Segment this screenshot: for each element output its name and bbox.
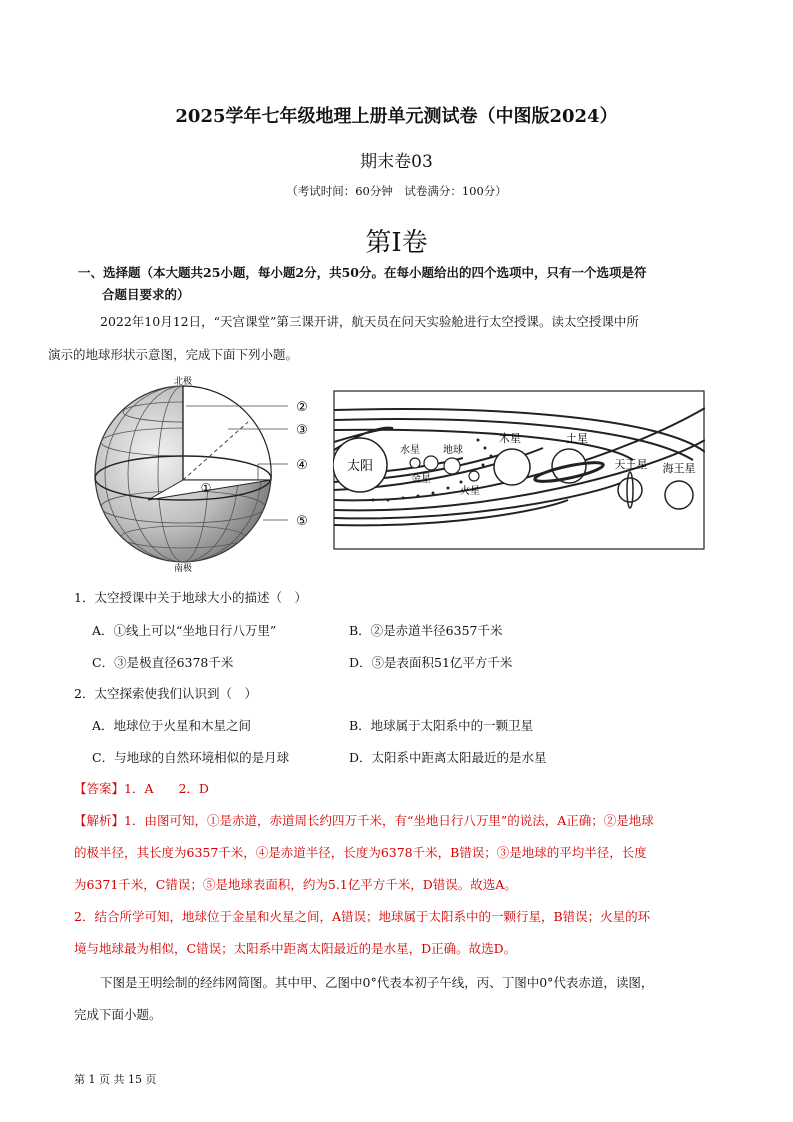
question-1-option-c[interactable]: C．③是极直径6378千米 [92,655,234,670]
intro2-line1: 下图是王明绘制的经纬网简图。其中甲、乙图中0°代表本初子午线，丙、丁图中0°代表赤道，读图， [100,975,654,990]
venus-label: 金星 [411,474,431,485]
intro2-line2: 完成下面小题。 [74,1007,162,1022]
question-2-option-b[interactable]: B．地球属于太阳系中的一颗卫星 [349,718,534,733]
exam-info: （考试时间：60分钟 试卷满分：100分） [286,184,507,198]
saturn-label: 土星 [566,432,588,445]
analysis-p1-line1: 【解析】1．由图可知，①是赤道，赤道周长约四万千米，有“坐地日行八万里”的说法，A正确；②是地球 [74,813,654,828]
south-pole-label: 南极 [173,564,193,572]
intro1-line1: 2022年10月12日，“天宫课堂”第三课开讲，航天员在问天实验舱进行太空授课。读太空授课中所 [100,314,639,329]
north-pole-label: 北极 [173,377,193,387]
question-2-stem: 2．太空探索使我们认识到（ ） [74,686,257,701]
analysis-p1-line3: 为6371千米，C错误；⑤是地球表面积，约为5.1亿平方千米，D错误。故选A。 [74,877,517,892]
question-1-stem: 1．太空授课中关于地球大小的描述（ ） [74,590,307,605]
intro1-line2: 演示的地球形状示意图，完成下面下列小题。 [48,347,299,362]
intro-passage-1 [48,305,724,371]
earth [444,458,460,474]
page-footer: 第 1 页 共 15 页 [74,1073,157,1086]
marker-5: ⑤ [296,514,308,529]
marker-3: ③ [296,423,308,438]
question-2-option-a[interactable]: A．地球位于火星和木星之间 [92,718,252,733]
jupiter [494,449,530,485]
mercury [410,458,420,468]
mars [469,471,479,481]
marker-2: ② [296,400,308,415]
question-1-option-a[interactable]: A．①线上可以“坐地日行八万里” [92,623,277,638]
analysis-p1-line2: 的极半径，其长度为6357千米，④是赤道半径，长度为6378千米，B错误；③是地球的平均半径，长度 [74,845,647,860]
uranus [618,478,642,502]
earth-label: 地球 [443,445,463,456]
section-heading-line2: 合题目要求的） [102,287,190,302]
question-1-option-d[interactable]: D．⑤是表面积51亿平方千米 [349,655,513,670]
question-1-option-b[interactable]: B．②是赤道半径6357千米 [349,623,503,638]
marker-4: ④ [296,458,308,473]
neptune [665,481,693,509]
analysis-p2-line2: 境与地球最为相似，C错误；太阳系中距离太阳最近的是水星，D正确。故选D。 [74,941,517,956]
question-2-option-c[interactable]: C．与地球的自然环境相似的是月球 [92,750,290,765]
uranus-label: 天王星 [614,458,648,471]
neptune-label: 海王星 [662,462,696,475]
mercury-label: 水星 [400,445,420,456]
section-heading [78,262,718,306]
sun-label: 太阳 [346,459,374,474]
mars-label: 火星 [460,486,480,497]
jupiter-label: 木星 [499,432,521,445]
answer-line: 【答案】1．A 2．D [74,781,209,796]
marker-1: ① [200,481,212,495]
section-heading-line1: 一、选择题（本大题共25小题，每小题2分，共50分。在每小题给出的四个选项中，只有一个选项是符 [78,265,647,280]
doc-title: 2025学年七年级地理上册单元测试卷（中图版2024） [175,106,618,127]
doc-subtitle: 期末卷03 [360,152,433,172]
solar-system-figure [333,390,705,550]
analysis-p2-line1: 2．结合所学可知，地球位于金星和火星之间，A错误；地球属于太阳系中的一颗行星，B错误；火星的环 [74,909,651,924]
volume-heading: 第I卷 [365,228,428,258]
earth-globe-figure [88,372,333,572]
venus [424,456,438,470]
question-2-option-d[interactable]: D．太阳系中距离太阳最近的是水星 [349,750,547,765]
